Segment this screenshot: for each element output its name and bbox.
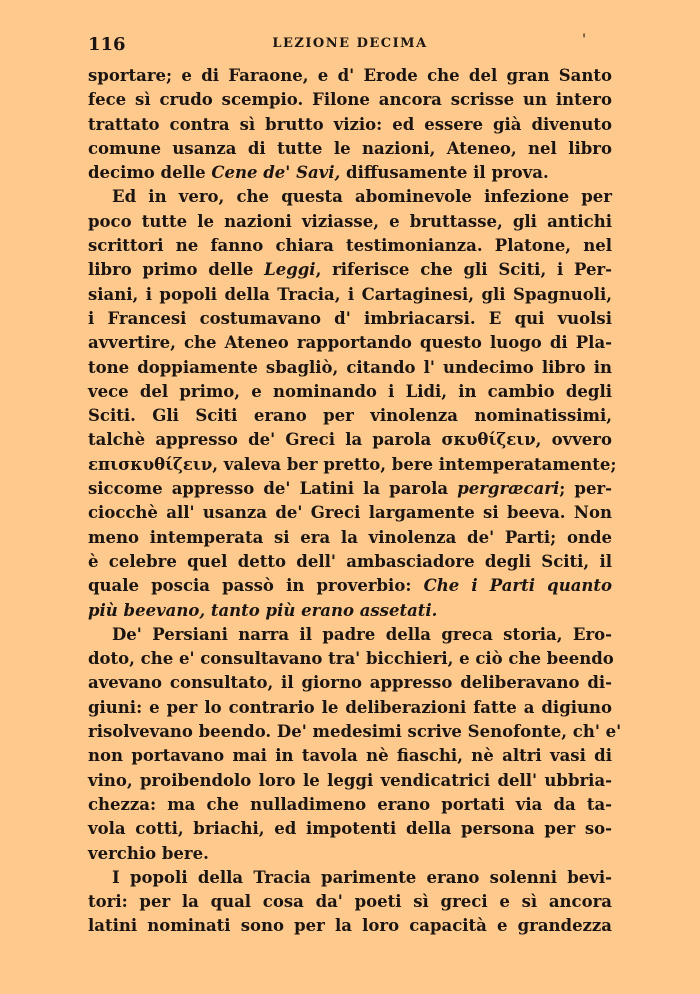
text-line: tone doppiamente sbagliò, citando l' undecimo libro in — [88, 357, 612, 377]
italic-quote: Che i Parti quanto — [423, 576, 613, 596]
text-line: non portavano mai in tavola nè fiaschi, nè altri vasi di — [88, 746, 612, 766]
text-segment: libro primo delle — [88, 260, 265, 280]
text-line — [88, 161, 612, 185]
page-header — [88, 34, 612, 64]
paragraph-1 — [88, 64, 612, 185]
text-segment: decimo delle — [88, 163, 212, 183]
text-line: è celebre quel detto dell' ambasciadore degli Sciti, il — [88, 551, 612, 571]
text-line: De' Persiani narra il padre della greca storia, Ero- — [112, 624, 612, 644]
text-line — [88, 477, 612, 501]
italic-word: pergræcari — [457, 479, 560, 499]
text-line: talchè appresso de' Greci la parola σκυθίζειν, ovvero — [88, 430, 612, 450]
body-text — [88, 64, 622, 939]
text-line: fece sì crudo scempio. Filone ancora scrisse un intero — [88, 90, 612, 110]
text-line — [88, 574, 612, 598]
italic-title: Leggi — [264, 260, 316, 280]
text-line: latini nominati sono per la loro capacità e grandezza — [88, 916, 612, 936]
text-line: vece del primo, e nominando i Lidi, in cambio degli — [88, 381, 612, 401]
text-line: επισκυθίζειν, valeva ber pretto, bere intemperatamente; — [88, 454, 617, 474]
text-segment: quale poscia passò in proverbio: — [88, 576, 424, 596]
text-line: risolvevano beendo. De' medesimi scrive Senofonte, ch' e' — [88, 722, 622, 742]
italic-quote-line: più beevano, tanto più erano assetati. — [88, 600, 438, 620]
text-segment: diffusamente il prova. — [340, 163, 549, 183]
paragraph-3 — [88, 623, 622, 866]
text-line: vino, proibendolo loro le leggi vendicatrici dell' ubbria- — [88, 770, 612, 790]
text-line: ciocchè all' usanza de' Greci largamente si beeva. Non — [88, 503, 612, 523]
text-line: vola cotti, briachi, ed impotenti della persona per so- — [88, 819, 612, 839]
text-line: trattato contra sì brutto vizio: ed essere già divenuto — [88, 114, 612, 134]
margin-mark: ' — [582, 32, 586, 48]
text-line: giuni: e per lo contrario le deliberazioni fatte a digiuno — [88, 697, 612, 717]
book-page — [88, 32, 622, 939]
paragraph-4 — [88, 866, 612, 939]
text-line: avevano consultato, il giorno appresso deliberavano di- — [88, 673, 612, 693]
text-line: tori: per la qual cosa da' poeti sì greci e sì ancora — [88, 892, 612, 912]
text-line: chezza: ma che nulladimeno erano portati via da ta- — [88, 794, 612, 814]
text-line: scrittori ne fanno chiara testimonianza. Platone, nel — [88, 236, 612, 256]
text-line: poco tutte le nazioni viziasse, e bruttasse, gli antichi — [88, 211, 612, 231]
text-line: Ed in vero, che questa abominevole infezione per — [112, 187, 612, 207]
text-line: sportare; e di Faraone, e d' Erode che del gran Santo — [88, 66, 612, 85]
text-segment: , riferisce che gli Sciti, i Per- — [315, 260, 612, 280]
text-line — [88, 258, 612, 282]
text-segment: ; per- — [559, 479, 612, 499]
text-line: verchio bere. — [88, 843, 209, 863]
text-line: siani, i popoli della Tracia, i Cartaginesi, gli Spagnuoli, — [88, 284, 612, 304]
text-line: meno intemperata si era la vinolenza de' Parti; onde — [88, 527, 612, 547]
page-number: 116 — [88, 34, 126, 55]
text-line: comune usanza di tutte le nazioni, Ateneo, nel libro — [88, 138, 612, 158]
running-head: LEZIONE DECIMA — [272, 36, 428, 51]
text-line: Sciti. Gli Sciti erano per vinolenza nominatissimi, — [88, 406, 612, 426]
text-line: i Francesi costumavano d' imbriacarsi. E qui vuolsi — [88, 308, 612, 328]
text-line: avvertire, che Ateneo rapportando questo luogo di Pla- — [88, 333, 612, 353]
paragraph-2 — [88, 185, 617, 622]
italic-title: Cene de' Savi, — [211, 163, 341, 183]
text-line: I popoli della Tracia parimente erano solenni bevi- — [112, 867, 612, 887]
text-segment: siccome appresso de' Latini la parola — [88, 479, 458, 499]
text-line: doto, che e' consultavano tra' bicchieri, e ciò che beendo — [88, 649, 614, 669]
